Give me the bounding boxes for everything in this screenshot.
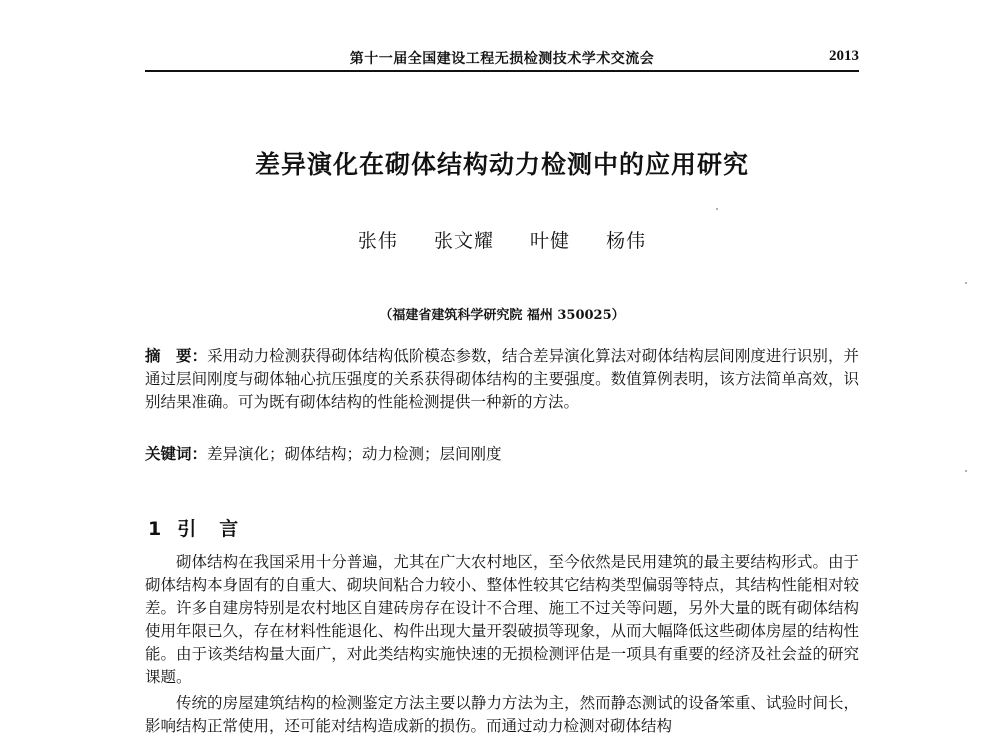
keywords-label: 关键词： bbox=[145, 445, 208, 463]
header-rule bbox=[145, 70, 859, 72]
affiliation: （福建省建筑科学研究院 福州 350025） bbox=[379, 308, 625, 323]
conference-name: 第十一届全国建设工程无损检测技术学术交流会 bbox=[349, 51, 655, 67]
keywords-text: 差异演化；砌体结构；动力检测；层间刚度 bbox=[207, 445, 502, 463]
conference-year: 2013 bbox=[829, 48, 859, 64]
author-name: 杨伟 bbox=[606, 230, 647, 252]
author-name: 叶健 bbox=[530, 230, 571, 252]
author-name: 张伟 bbox=[357, 230, 398, 252]
body-text bbox=[145, 551, 859, 738]
scan-speck bbox=[965, 282, 967, 284]
abstract-text: 采用动力检测获得砌体结构低阶模态参数，结合差异演化算法对砌体结构层间刚度进行识别，并通过层间刚度与砌体轴心抗压强度的关系获得砌体结构的主要强度。数值算例表明，该方法简单高效，识别结果准确。可为既有砌体结构的性能检测提供一种新的方法。 bbox=[145, 347, 859, 411]
scan-speck bbox=[716, 208, 718, 210]
keywords bbox=[145, 443, 859, 465]
author-list bbox=[145, 226, 859, 253]
scan-speck bbox=[965, 470, 967, 472]
abstract bbox=[145, 345, 859, 414]
section-heading bbox=[148, 514, 240, 541]
author-name: 张文耀 bbox=[433, 230, 494, 252]
abstract-label: 摘 要： bbox=[145, 347, 208, 365]
paragraph: 传统的房屋建筑结构的检测鉴定方法主要以静力方法为主，然而静态测试的设备笨重、试验时间长，影响结构正常使用，还可能对结构造成新的损伤。而通过动力检测对砌体结构 bbox=[145, 694, 859, 735]
paper-title: 差异演化在砌体结构动力检测中的应用研究 bbox=[254, 150, 749, 179]
section-title: 引 言 bbox=[177, 518, 241, 540]
paragraph: 砌体结构在我国采用十分普遍，尤其在广大农村地区，至今依然是民用建筑的最主要结构形式。由于砌体结构本身固有的自重大、砌块间粘合力较小、整体性较其它结构类型偏弱等特点，其结构性能相对较差。许多自建房特别是农村地区自建砖房存在设计不合理、施工不过关等问题，另外大量的既有砌体结构使用年限已久，存在材料性能退化、构件出现大量开裂破损等现象，从而大幅降低这些砌体房屋的结构性能。由于该类结构量大面广，对此类结构实施快速的无损检测评估是一项具有重要的经济及社会益的研究课题。 bbox=[145, 553, 859, 686]
running-header bbox=[145, 46, 859, 68]
section-number: 1 bbox=[148, 518, 164, 540]
